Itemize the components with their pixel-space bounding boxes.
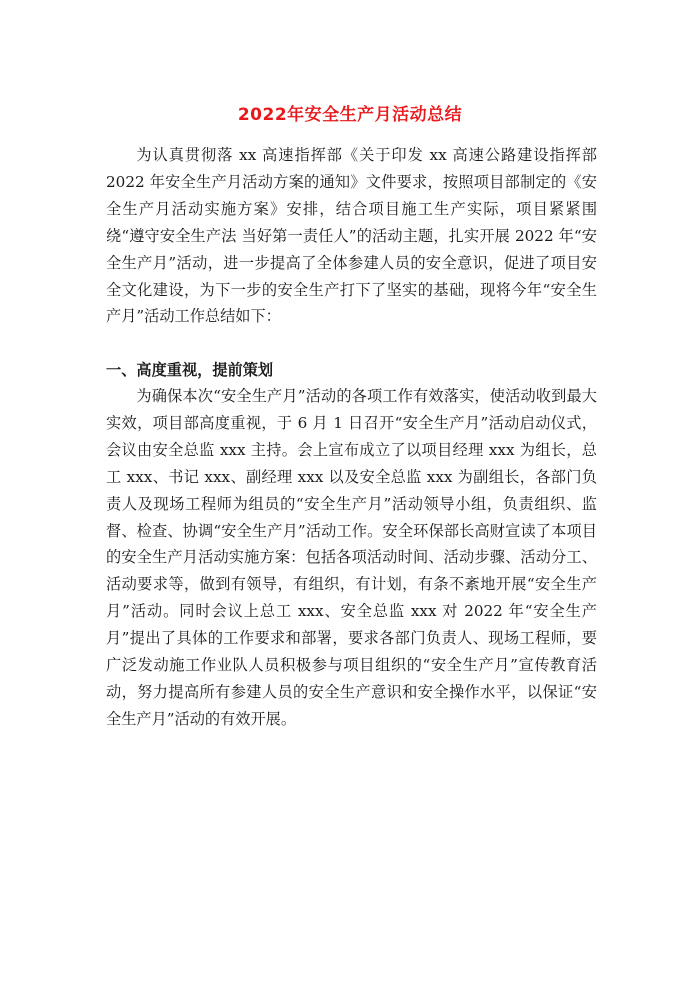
section-heading-1: 一、高度重视，提前策划 (106, 361, 274, 379)
section-1-paragraph: 为确保本次“安全生产月”活动的各项工作有效落实，使活动收到最大实效，项目部高度重视，于 6 月 1 日召开“安全生产月”活动启动仪式，会议由安全总监 xxx 主持。会上宣布成立了以项目经理 xxx 为组长，总工 xxx、书记 xxx、副经理 xxx 以及安全总监 xxx 为副组长，各部门负责人及现场工程师为组员的“安全生产月”活动领导小组，负责组织、监督、检查、协调“安全生产月”活动工作。安全环保部长高财宣读了本项目的安全生产月活动实施方案：包括各项活动时间、活动步骤、活动分工、活动要求等，做到有领导，有组织，有计划，有条不紊地开展“安全生产月”活动。同时会议上总工 xxx、安全总监 xxx 对 2022 年“安全生产月”提出了具体的工作要求和部署，要求各部门负责人、现场工程师，要广泛发动施工作业队人员积极参与项目组织的“安全生产月”宣传教育活动，努力提高所有参建人员的安全生产意识和安全操作水平，以保证“安全生产月”活动的有效开展。 (106, 387, 597, 728)
document-title: 2022年安全生产月活动总结 (237, 105, 463, 125)
intro-paragraph: 为认真贯彻落 xx 高速指挥部《关于印发 xx 高速公路建设指挥部 2022 年安全生产月活动方案的通知》文件要求，按照项目部制定的《安全生产月活动实施方案》安排，结合项目施工生产实际，项目紧紧围绕“遵守安全生产法 当好第一责任人”的活动主题，扎实开展 2022 年“安全生产月”活动，进一步提高了全体参建人员的安全意识，促进了项目安全文化建设，为下一步的安全生产打下了坚实的基础，现将今年“安全生产月”活动工作总结如下： (106, 146, 597, 326)
